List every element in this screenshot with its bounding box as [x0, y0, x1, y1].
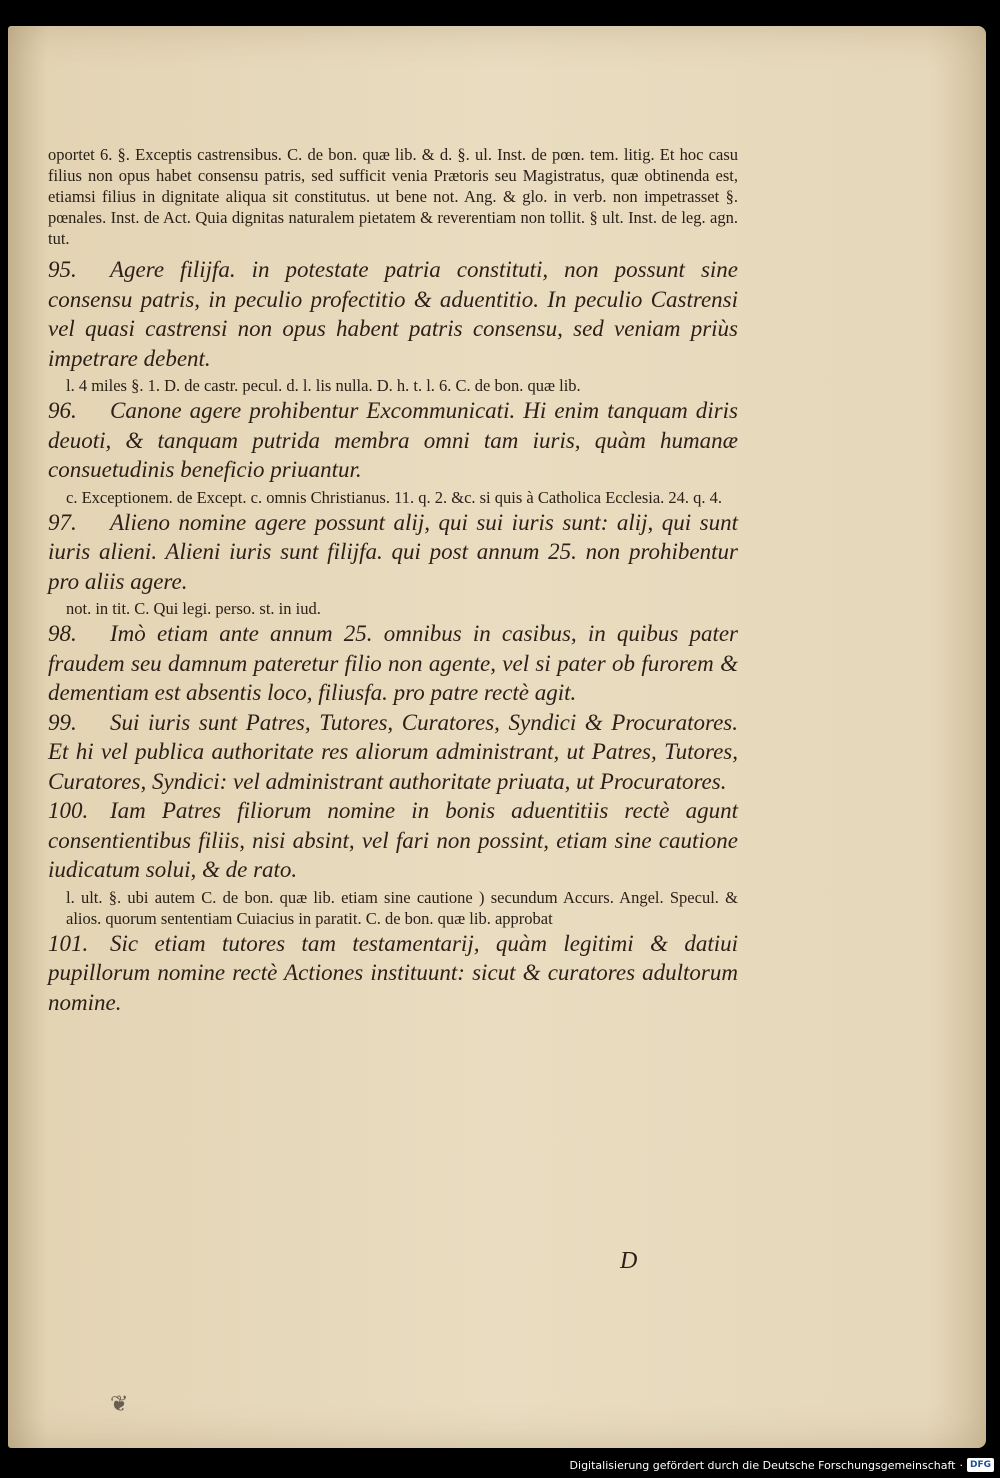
top-text: oportet 6. §. Exceptis castrensibus. C. de bon. quæ lib. & d. §. ul. Inst. de pœn. tem. litig. Et hoc casu filius non opus habet consensu patris, sed sufficit venia Prætoris seu Magistratus, quæ obtinenda est, etiamsi filius in dignitate aliqua sit constitutus. ut bene not. Ang. & glo. in verb. non impetrasset §. pœnales. Inst. de Act. Quia dignitas naturalem pietatem & reverentiam non tollit. § ult. Inst. de leg. agn. tut.	[48, 145, 738, 248]
paragraph-number: 99.	[48, 709, 77, 735]
paragraph-number: 98.	[48, 621, 77, 646]
paragraph-101	[48, 929, 738, 1018]
paragraph-number: 96.	[48, 398, 77, 423]
paragraph-97	[48, 508, 738, 620]
footer-text: Digitalisierung gefördert durch die Deutsche Forschungsgemeinschaft	[569, 1458, 956, 1472]
paragraph-100	[48, 796, 738, 929]
paragraph-note: l. ult. §. ubi autem C. de bon. quæ lib. etiam sine cautione ) secundum Accurs. Angel. Specul. & alios. quorum sententiam Cuiacius in paratit. C. de bon. quæ lib. approbat	[66, 887, 738, 928]
paragraph-96	[48, 396, 738, 508]
paragraph-text: Sic etiam tutores tam testamentarij, quàm legitimi & datiui pupillorum nomine rectè Actiones instituunt: sicut & curatores adultorum nomine.	[48, 930, 738, 1015]
footer-credit	[570, 1456, 994, 1474]
paragraph-note: l. 4 miles §. 1. D. de castr. pecul. d. l. lis nulla. D. h. t. l. 6. C. de bon. quæ lib.	[66, 376, 581, 395]
paragraph-text: Sui iuris sunt Patres, Tutores, Curatores, Syndici & Procuratores. Et hi vel publica authoritate res aliorum administrant, ut Patres, Tutores, Curatores, Syndici: vel administrant authoritate priuata, ut Procuratores.	[48, 709, 738, 794]
paragraph-number: 97.	[48, 509, 77, 535]
paragraph-95	[48, 255, 738, 396]
paragraph-note: c. Exceptionem. de Except. c. omnis Christianus. 11. q. 2. &c. si quis à Catholica Ecclesia. 24. q. 4.	[66, 487, 723, 507]
paragraph-note: not. in tit. C. Qui legi. perso. st. in iud.	[66, 599, 321, 618]
page-text	[48, 144, 738, 1017]
dfg-logo: DFG	[967, 1458, 994, 1472]
paragraph-text: Canone agere prohibentur Excommunicati. Hi enim tanquam diris deuoti, & tanquam putrida membra omni tam iuris, quàm humanæ consuetudinis beneficio priuantur.	[48, 398, 738, 482]
paragraph-text: Alieno nomine agere possunt alij, qui sui iuris sunt: alij, qui sunt iuris alieni. Alieni iuris sunt filijfa. qui post annum 25. non prohibentur pro aliis agere.	[48, 509, 738, 594]
signature-mark: D	[620, 1248, 638, 1274]
book-page	[8, 26, 986, 1448]
fleuron-icon: ❦	[110, 1392, 129, 1417]
paragraph-number: 95.	[48, 257, 77, 282]
paragraph-99	[48, 708, 738, 797]
paragraph-text: Imò etiam ante annum 25. omnibus in casibus, in quibus pater fraudem seu damnum pateretur filio non agente, vel si pater ob furorem & dementiam est absentis loco, filiusfa. pro patre rectè agit.	[48, 621, 738, 705]
paragraph-text: Agere filijfa. in potestate patria constituti, non possunt sine consensu patris, in peculio profectitio & aduentitio. In peculio Castrensi vel quasi castrensi non opus habent patris consensu, sed veniam priùs impetrare debent.	[48, 257, 738, 371]
paragraph-text: Iam Patres filiorum nomine in bonis aduentitiis rectè agunt consentientibus filiis, nisi absint, vel fari non possint, etiam sine cautione iudicatum solui, & de rato.	[48, 798, 738, 882]
paragraph-number: 101.	[48, 930, 89, 956]
footer-separator: ·	[959, 1458, 963, 1472]
paragraph-number: 100.	[48, 798, 89, 823]
paragraph-98	[48, 619, 738, 708]
